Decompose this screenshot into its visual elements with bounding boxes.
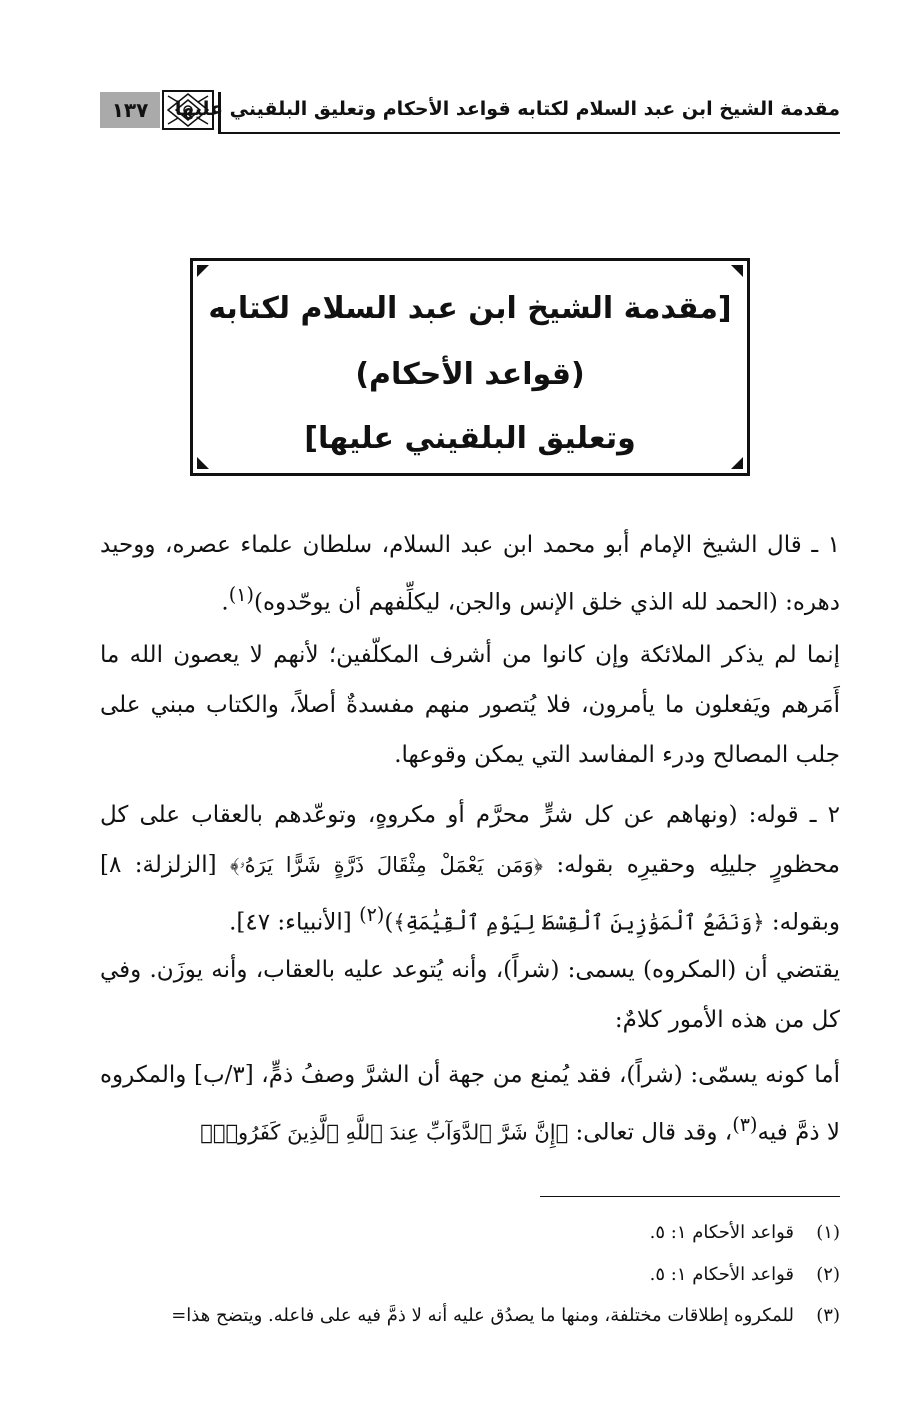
page-number: ١٣٧ <box>100 92 160 128</box>
footnote-number: (١) <box>816 1222 840 1243</box>
footnote-ref: (٣) <box>732 1113 758 1136</box>
footnote-number: (٣) <box>816 1305 840 1326</box>
quran-verse: ﴿إِنَّ شَرَّ ٱلدَّوَآبِّ عِندَ ٱللَّهِ ٱلَّذِينَ كَفَرُوا۟﴾ <box>200 1120 569 1145</box>
header-divider <box>218 92 221 132</box>
paragraph-4 <box>100 945 840 1045</box>
footnote-ref: (١) <box>228 583 254 606</box>
header-title: مقدمة الشيخ ابن عبد السلام لكتابه قواعد الأحكام وتعليق البلقيني عليها <box>174 98 840 120</box>
footnote-1 <box>90 1222 840 1243</box>
paragraph-text: ، وقد قال تعالى: <box>575 1119 733 1146</box>
title-line-1: [مقدمة الشيخ ابن عبد السلام لكتابه <box>208 291 732 326</box>
punctuation: ) <box>384 909 394 936</box>
paragraph-2 <box>100 630 840 780</box>
footnote-rule <box>540 1196 840 1197</box>
footnote-number: (٢) <box>816 1264 840 1285</box>
paragraph-1 <box>100 520 840 628</box>
running-header <box>100 88 840 134</box>
paragraph-text: ٢ ـ قوله: (ونهاهم عن كل شرٍّ محرَّم أو مكروهٍ، وتوعّدهم بالعقاب على كل محظورٍ جليلِه وحقيرِه بقوله: <box>100 802 841 878</box>
footnote-3 <box>90 1305 840 1326</box>
verse-citation: [الأنبياء: ٤٧]. <box>229 909 352 936</box>
title-line-3: وتعليق البلقيني عليها] <box>304 421 636 456</box>
title-box <box>190 258 750 476</box>
footnote-ref: (٢) <box>359 903 385 926</box>
paragraph-text: [الزلزلة: ٨] وبقوله: <box>100 852 840 936</box>
corner-ornament <box>197 265 209 277</box>
corner-ornament <box>197 457 209 469</box>
paragraph-text: أما كونه يسمّى: (شراً)، فقد يُمنع من جهة أن الشرَّ وصفُ ذمٍّ، [٣/ب] والمكروه لا ذمَّ فيه <box>100 1062 840 1146</box>
footnote-2 <box>90 1264 840 1285</box>
ornament-icon <box>162 90 214 130</box>
footnote-text: قواعد الأحكام ١: ٥. <box>649 1264 794 1285</box>
footnote-text: للمكروه إطلاقات مختلفة، ومنها ما يصدُق عليه أنه لا ذمَّ فيه على فاعله. ويتضح هذا= <box>171 1305 794 1326</box>
corner-ornament <box>731 457 743 469</box>
paragraph-text: يقتضي أن (المكروه) يسمى: (شراً)، وأنه يُتوعد عليه بالعقاب، وأنه يوزَن. وفي كل من هذه الأمور كلامٌ: <box>100 957 840 1033</box>
punctuation: . <box>221 589 229 616</box>
quran-verse: ﴿وَنَضَعُ ٱلْمَوَٰزِينَ ٱلْقِسْطَ لِيَوْمِ ٱلْقِيَٰمَةِ﴾ <box>393 910 765 935</box>
title-line-2: (قواعد الأحكام) <box>355 357 585 392</box>
corner-ornament <box>731 265 743 277</box>
footnote-text: قواعد الأحكام ١: ٥. <box>649 1222 794 1243</box>
paragraph-5 <box>100 1050 840 1158</box>
paragraph-text: ١ ـ قال الشيخ الإمام أبو محمد ابن عبد السلام، سلطان علماء عصره، ووحيد دهره: (الحمد لله الذي خلق الإنس والجن، ليكلِّفهم أن يوحّدوه) <box>100 532 840 616</box>
header-rule <box>218 132 840 134</box>
paragraph-3 <box>100 790 840 948</box>
quran-verse: ﴿وَمَن يَعْمَلْ مِثْقَالَ ذَرَّةٍ شَرًّا يَرَهُۥ﴾ <box>230 853 543 877</box>
paragraph-text: إنما لم يذكر الملائكة وإن كانوا من أشرف المكلّفين؛ لأنهم لا يعصون الله ما أَمَرهم ويَفعلون ما يأمرون، فلا يُتصور منهم مفسدةٌ أصلاً، والكتاب مبني على جلب المصالح ودرء المفاسد التي يمكن وقوعها. <box>100 642 840 768</box>
